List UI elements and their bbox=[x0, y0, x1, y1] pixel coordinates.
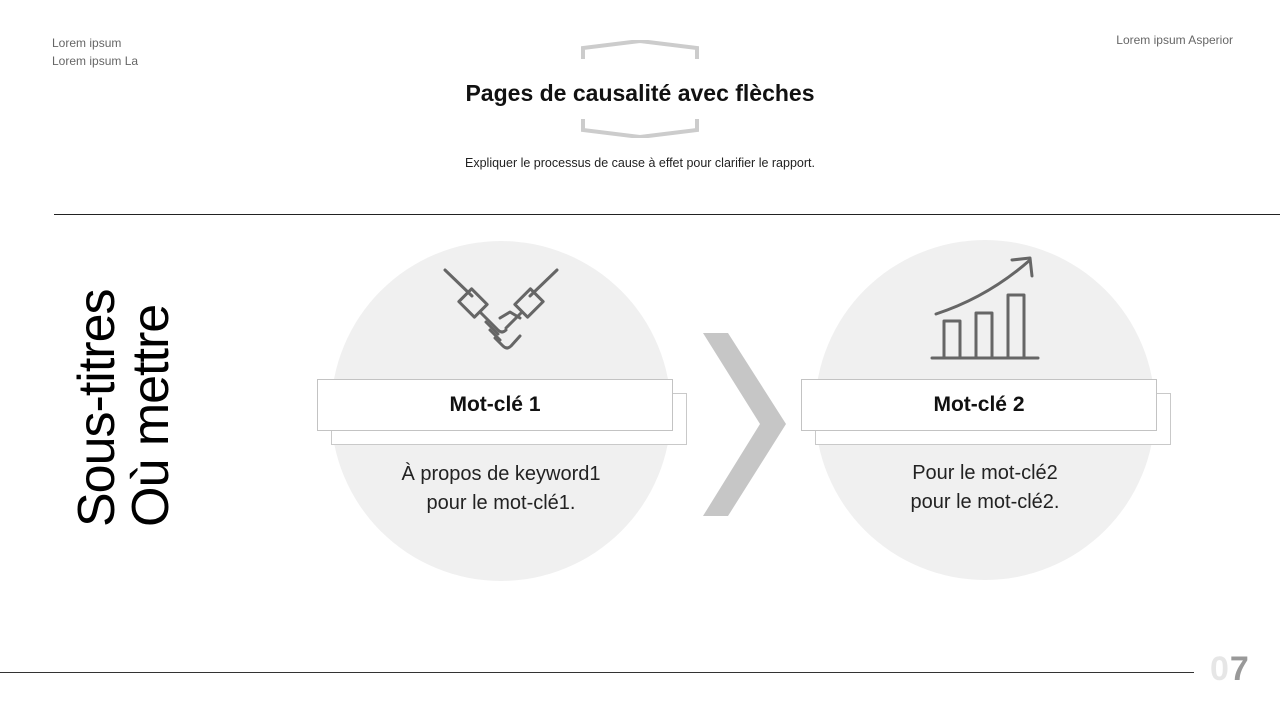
chevron-right-icon bbox=[700, 332, 790, 518]
side-title bbox=[69, 227, 179, 527]
title-hex-top-icon bbox=[580, 40, 700, 60]
item2-desc-line2: pour le mot-clé2. bbox=[910, 491, 1060, 513]
header-left-text bbox=[52, 34, 138, 70]
item2-keyword-card bbox=[801, 379, 1157, 431]
top-divider bbox=[54, 214, 1280, 215]
item1-keyword: Mot-clé 1 bbox=[449, 393, 541, 416]
page-subtitle: Expliquer le processus de cause à effet pour clarifier le rapport. bbox=[465, 156, 815, 170]
bottom-divider bbox=[0, 672, 1194, 673]
item2-description bbox=[815, 459, 1155, 517]
item1-desc-line2: pour le mot-clé1. bbox=[426, 492, 576, 514]
bar-chart-growth-icon bbox=[928, 252, 1042, 364]
page-number bbox=[1210, 650, 1250, 689]
handshake-icon bbox=[440, 262, 562, 362]
page-number-digit2: 7 bbox=[1229, 650, 1250, 688]
header-right-text: Lorem ipsum Asperior bbox=[1116, 33, 1233, 47]
item2-keyword: Mot-clé 2 bbox=[933, 393, 1025, 416]
title-hex-bottom-icon bbox=[580, 118, 700, 138]
side-title-line1: Sous-titres bbox=[68, 289, 126, 527]
page-number-digit1: 0 bbox=[1210, 650, 1230, 688]
header-left-line1: Lorem ipsum bbox=[52, 36, 122, 50]
item1-description bbox=[331, 460, 671, 518]
item1-desc-line1: À propos de keyword1 bbox=[401, 463, 601, 485]
header-left-line2: Lorem ipsum La bbox=[52, 54, 139, 68]
item1-keyword-card bbox=[317, 379, 673, 431]
item2-desc-line1: Pour le mot-clé2 bbox=[912, 462, 1058, 484]
page-title: Pages de causalité avec flèches bbox=[465, 80, 815, 106]
side-title-line2: Où mettre bbox=[122, 304, 180, 527]
